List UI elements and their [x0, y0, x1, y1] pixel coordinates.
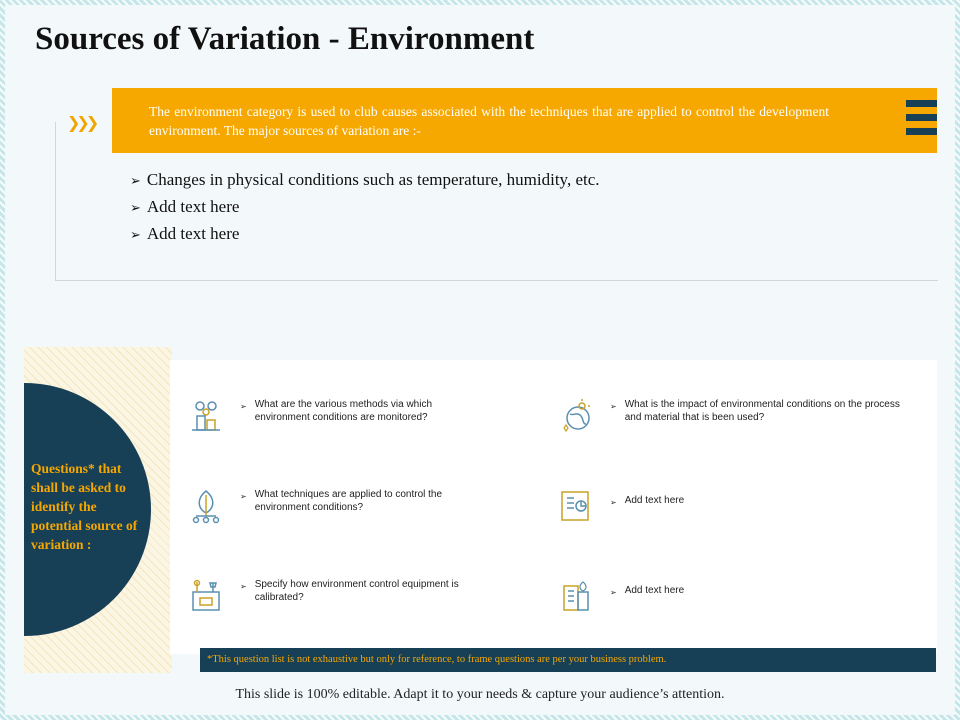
question-item: [188, 488, 488, 524]
question-text: Specify how environment control equipment is calibrated?: [254, 579, 459, 603]
arrow-bullet-icon: ➢: [130, 228, 141, 243]
questions-panel: [170, 360, 937, 654]
slide: [5, 5, 955, 715]
question-text: Add text here: [624, 585, 685, 596]
globe-sun-icon: [558, 398, 594, 434]
bullet-item: ➢ Add text here: [130, 224, 240, 243]
question-text: Add text here: [624, 495, 685, 506]
arrow-bullet-icon: ➢: [240, 492, 247, 501]
arrow-bullet-icon: ➢: [610, 498, 617, 507]
question-item: [188, 398, 488, 434]
chevrons-right-icon: ❯❯❯: [67, 113, 96, 132]
question-text: What are the various methods via which environment conditions are monitored?: [254, 399, 433, 423]
toolbox-icon: [188, 578, 224, 614]
arrow-bullet-icon: ➢: [610, 402, 617, 411]
question-item: [558, 488, 908, 524]
document-chart-icon: [558, 488, 594, 524]
question-item: [188, 578, 488, 614]
building-plant-icon: [558, 578, 594, 614]
arrow-bullet-icon: ➢: [610, 588, 617, 597]
question-item: [558, 578, 908, 614]
arrow-bullet-icon: ➢: [240, 582, 247, 591]
questions-label: Questions* that shall be asked to identify the potential source of variation :: [31, 461, 138, 552]
arrow-bullet-icon: ➢: [130, 201, 141, 216]
question-text: What is the impact of environmental conditions on the process and material that is been used?: [624, 399, 900, 423]
variation-bullets: [130, 166, 600, 247]
footer-text: This slide is 100% editable. Adapt it to your needs & capture your audience’s attention.: [235, 687, 725, 702]
page-title: Sources of Variation - Environment: [35, 21, 535, 57]
disclaimer-note: *This question list is not exhaustive but only for reference, to frame questions are per your business problem.: [200, 648, 936, 672]
question-text: What techniques are applied to control the environment conditions?: [254, 489, 443, 513]
banner-text: The environment category is used to club causes associated with the techniques that are applied to control the development environment. The major sources of variation are :-: [149, 104, 829, 138]
bullet-item: ➢ Add text here: [130, 197, 240, 216]
arrow-bullet-icon: ➢: [130, 174, 141, 189]
question-item: [558, 398, 908, 434]
leaf-network-icon: [188, 488, 224, 524]
arrow-bullet-icon: ➢: [240, 402, 247, 411]
intro-banner: [112, 88, 937, 153]
building-gears-icon: [188, 398, 224, 434]
menu-lines-icon: [906, 100, 937, 142]
bullet-item: ➢ Changes in physical conditions such as temperature, humidity, etc.: [130, 170, 600, 189]
